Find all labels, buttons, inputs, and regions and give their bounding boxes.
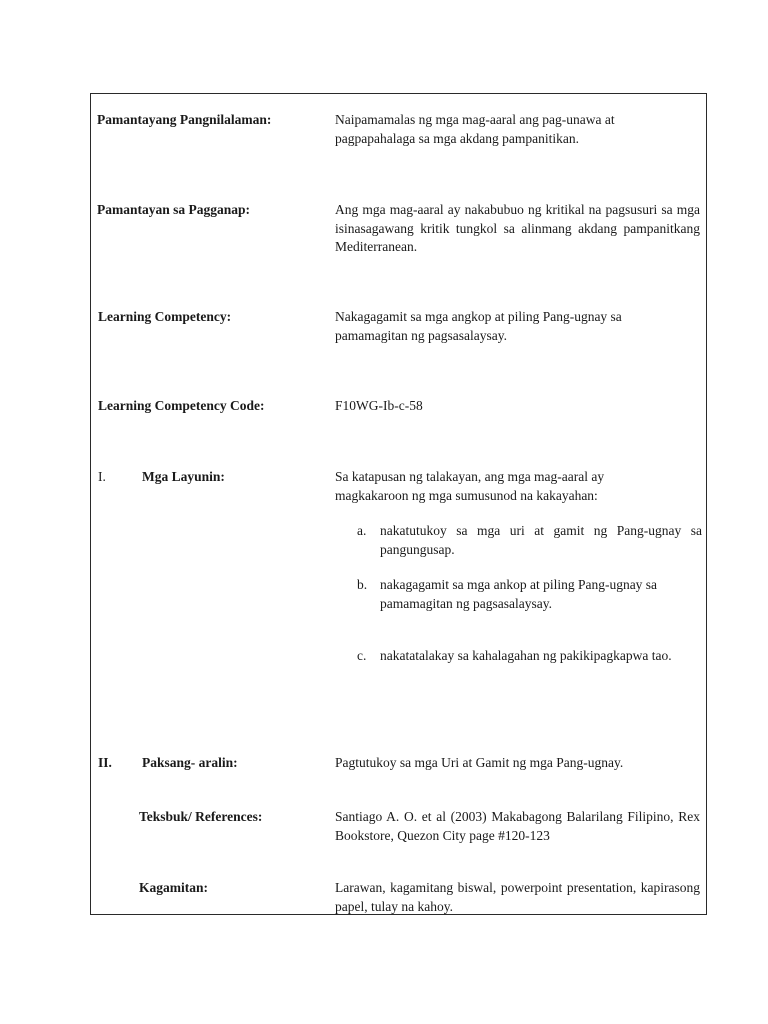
objectives-label: Mga Layunin: — [142, 469, 225, 484]
performance-standard-text: Ang mga mag-aaral ay nakabubuo ng kritikal na pagsusuri sa mga isinasagawang kritik tungkol sa alinmang akdang pampanitkang Mediterranean. — [335, 202, 700, 254]
references-label: Teksbuk/ References: — [139, 809, 263, 824]
section-numeral-i: I. — [98, 469, 106, 484]
objective-item-text: nakatutukoy sa mga uri at gamit ng Pang-ugnay sa pangungusap. — [380, 523, 702, 557]
competency-code-label: Learning Competency Code: — [98, 398, 265, 413]
learning-competency-label: Learning Competency: — [98, 309, 232, 324]
objective-item-marker: b. — [357, 577, 368, 592]
content-standard-text: Naipamamalas ng mga mag-aaral ang pag-unawa at pagpapahalaga sa mga akdang pampanitikan. — [335, 112, 615, 146]
objective-item-marker: c. — [357, 648, 367, 663]
objective-item-marker: a. — [357, 523, 367, 538]
content-standard-label: Pamantayang Pangnilalaman: — [97, 112, 272, 127]
performance-standard-label: Pamantayan sa Pagganap: — [97, 202, 251, 217]
learning-competency-text: Nakagagamit sa mga angkop at piling Pang-ugnay sa pamamagitan ng pagsasalaysay. — [335, 309, 622, 343]
subject-matter-text: Pagtutukoy sa mga Uri at Gamit ng mga Pang-ugnay. — [335, 755, 624, 770]
objective-item-text: nakatatalakay sa kahalagahan ng pakikipagkapwa tao. — [380, 648, 672, 663]
references-text: Santiago A. O. et al (2003) Makabagong Balarilang Filipino, Rex Bookstore, Quezon City page #120-123 — [335, 809, 700, 843]
objectives-intro: Sa katapusan ng talakayan, ang mga mag-aaral ay magkakaroon ng mga sumusunod na kakayahan: — [335, 469, 605, 503]
competency-code-text: F10WG-Ib-c-58 — [335, 398, 423, 413]
subject-matter-label: Paksang- aralin: — [142, 755, 238, 770]
materials-label: Kagamitan: — [139, 880, 208, 895]
section-numeral-ii: II. — [98, 755, 112, 770]
objective-item-text: nakagagamit sa mga ankop at piling Pang-ugnay sa pamamagitan ng pagsasalaysay. — [380, 577, 658, 611]
materials-text: Larawan, kagamitang biswal, powerpoint presentation, kapirasong papel, tulay na kahoy. — [335, 880, 700, 914]
